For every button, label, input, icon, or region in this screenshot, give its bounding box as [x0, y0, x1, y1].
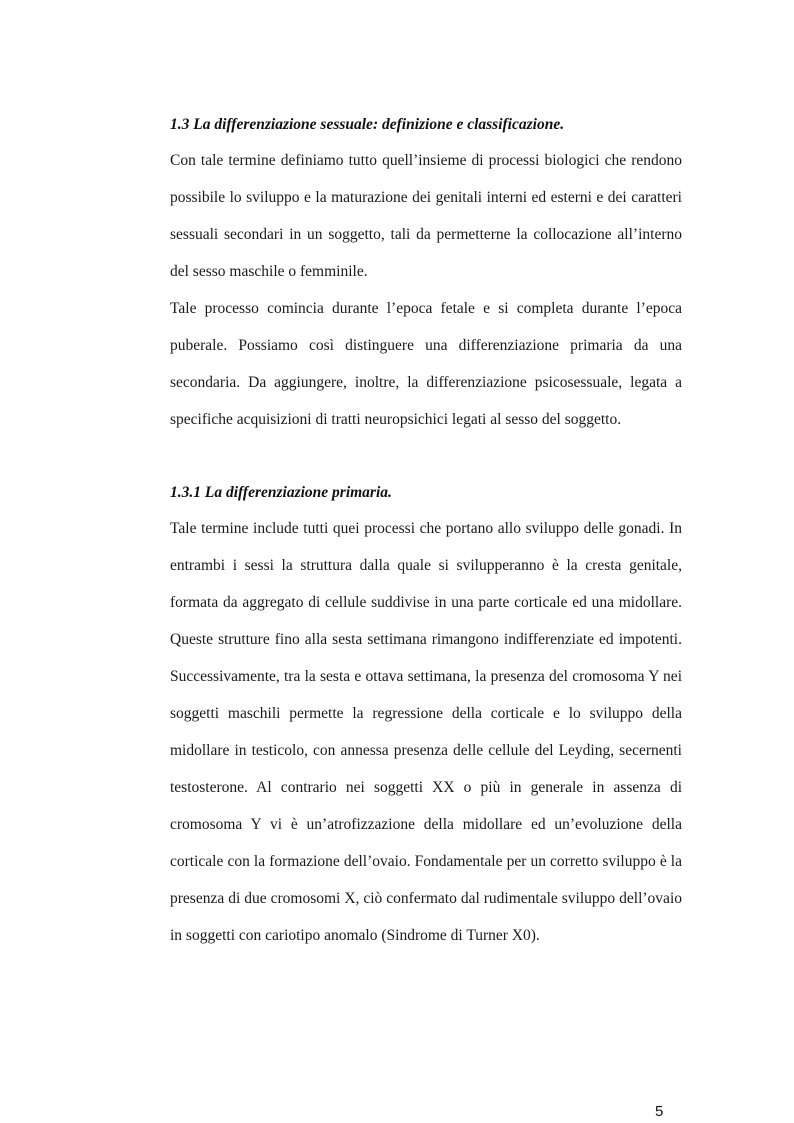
section-heading-1-3-1: 1.3.1 La differenziazione primaria.	[170, 484, 392, 501]
section-1-3-paragraph-1: Con tale termine definiamo tutto quell’insieme di processi biologici che rendono possibile lo sviluppo e la maturazione dei genitali interni ed esterni e dei caratteri sessuali secondari in un soggetto, tali da permetterne la collocazione all’interno del sesso maschile o femminile.	[170, 152, 682, 280]
section-1-3-paragraph-2: Tale processo comincia durante l’epoca fetale e si completa durante l’epoca puberale. Possiamo così distinguere una differenziazione primaria da una secondaria. Da aggiungere, inoltre, la differenziazione psicosessuale, legata a specifiche acquisizioni di tratti neuropsichici legati al sesso del soggetto.	[170, 300, 682, 428]
section-1-3-1-paragraph-1: Tale termine include tutti quei processi che portano allo sviluppo delle gonadi. In entrambi i sessi la struttura dalla quale si svilupperanno è la cresta genitale, formata da aggregato di cellule suddivise in una parte corticale ed una midollare. Queste strutture fino alla sesta settimana rimangono indifferenziate ed impotenti. Successivamente, tra la sesta e ottava settimana, la presenza del cromosoma Y nei soggetti maschili permette la regressione della corticale e lo sviluppo della midollare in testicolo, con annessa presenza delle cellule del Leyding, secernenti testosterone. Al contrario nei soggetti XX o più in generale in assenza di cromosoma Y vi è un’atrofizzazione della midollare ed un’evoluzione della corticale con la formazione dell’ovaio. Fondamentale per un corretto sviluppo è la presenza di due cromosomi X, ciò confermato dal rudimentale sviluppo dell’ovaio in soggetti con cariotipo anomalo (Sindrome di Turner X0).	[170, 520, 682, 944]
page-number: 5	[655, 1103, 664, 1120]
section-heading-1-3: 1.3 La differenziazione sessuale: definizione e classificazione.	[170, 116, 565, 133]
